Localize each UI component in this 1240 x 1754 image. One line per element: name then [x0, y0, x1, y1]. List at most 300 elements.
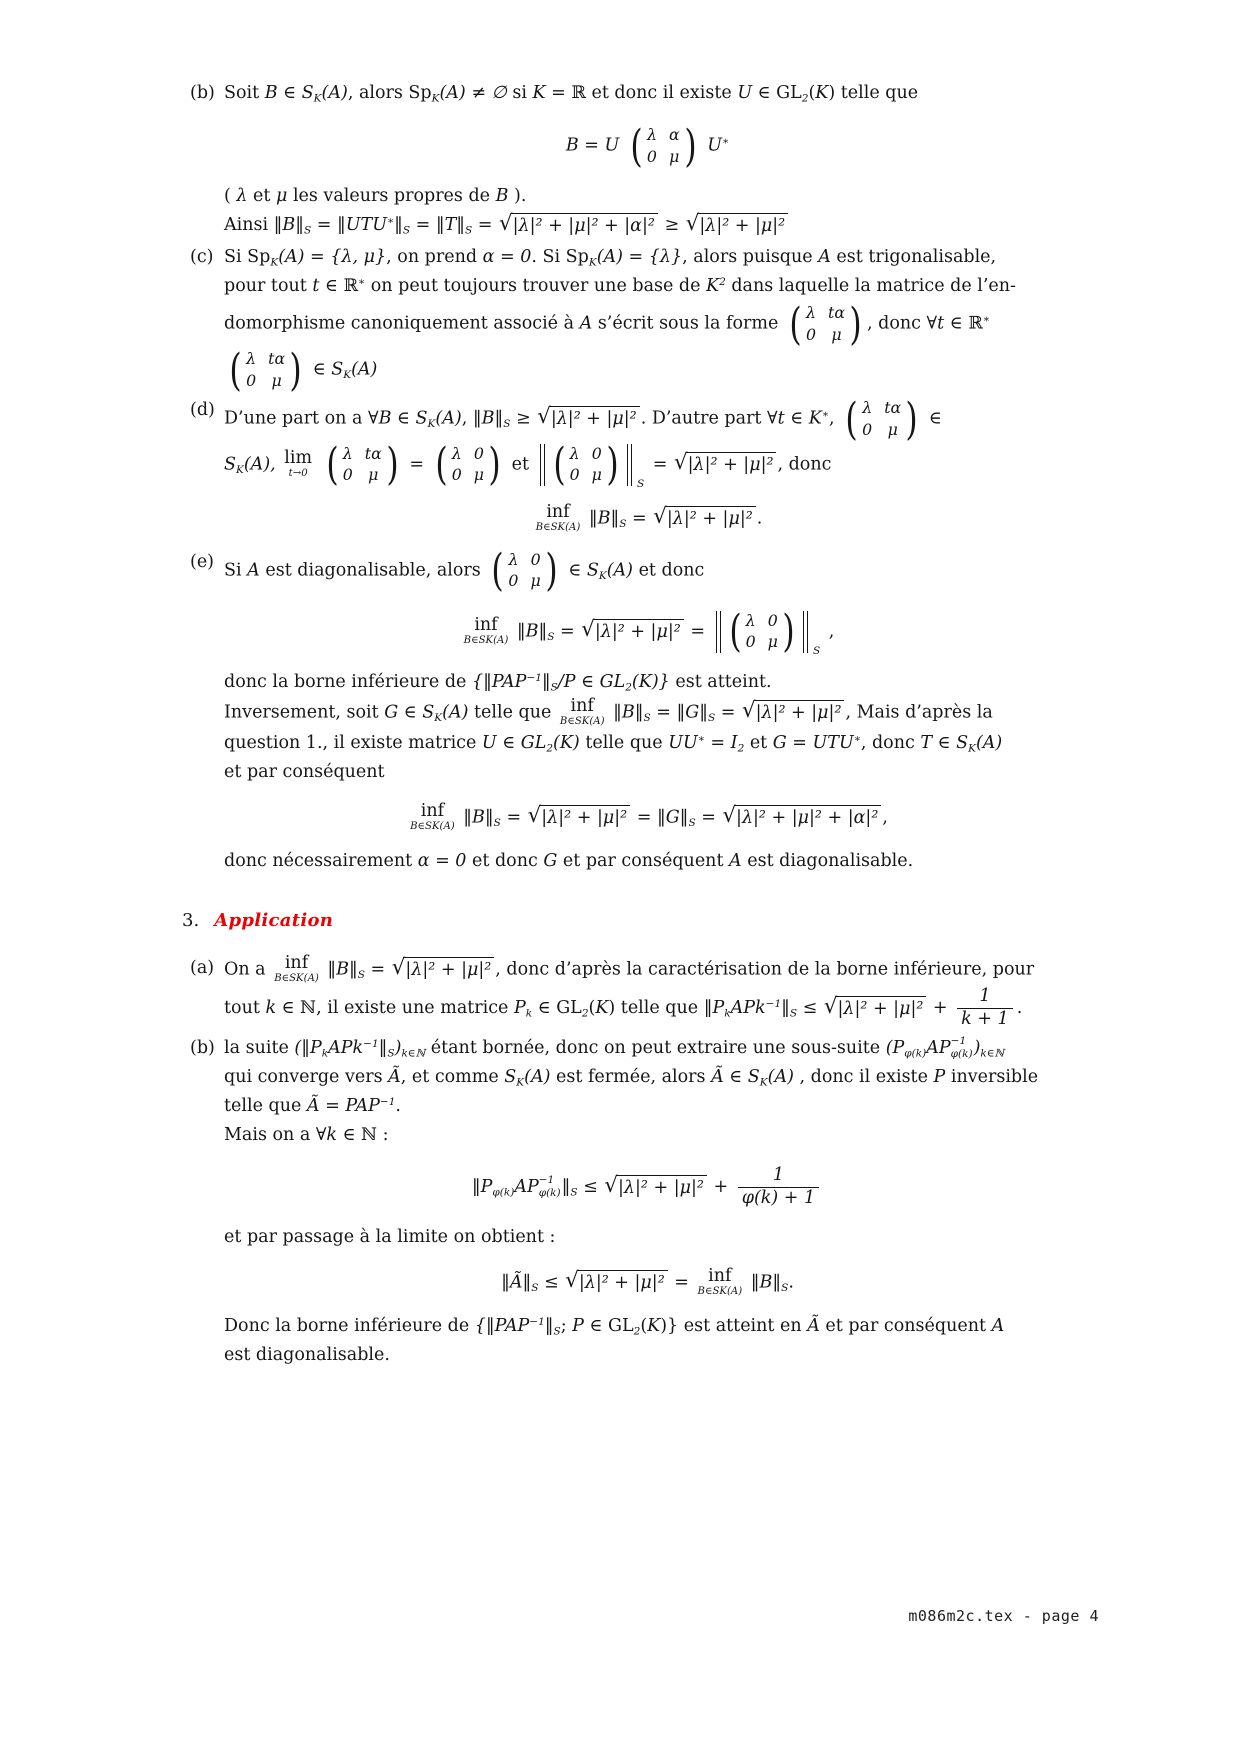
- math-text: ,: [882, 807, 888, 828]
- radicand: |λ|² + |μ|²: [549, 406, 640, 432]
- text-line: [224, 548, 1105, 594]
- text-line: [224, 1034, 1105, 1063]
- math-text: pour tout: [224, 276, 313, 297]
- subscript: K: [598, 570, 607, 583]
- math-text: Si: [224, 560, 248, 581]
- matrix-paren: [782, 614, 794, 649]
- math-text: ∈ GL: [532, 998, 582, 1019]
- math-var: (A) = {λ, μ}: [278, 247, 387, 268]
- math-var: ‖P: [471, 1176, 493, 1197]
- subscript: S: [550, 681, 558, 694]
- radicand: |λ|² + |μ|²: [754, 700, 845, 726]
- matrix-paren: [488, 447, 500, 482]
- superscript: −1: [526, 672, 542, 685]
- operator-name: inf: [546, 501, 570, 522]
- subscript: S: [619, 518, 627, 531]
- math-text: ) telle que: [828, 83, 919, 103]
- item-body: [224, 1034, 1105, 1150]
- math-text: .: [756, 508, 763, 529]
- math-text: , alors Sp: [347, 83, 432, 103]
- math-text: ∈ GL: [583, 1315, 634, 1336]
- subscript: K: [270, 256, 279, 269]
- math-var: ): [973, 1037, 981, 1058]
- matrix-cell: 0: [805, 324, 816, 344]
- math-var: ∀t: [926, 313, 945, 334]
- item-body: [224, 79, 1105, 108]
- matrix-2x2: [489, 548, 559, 594]
- superscript: ∗: [697, 733, 705, 746]
- operator-limit: B∈SK(A): [463, 635, 509, 647]
- item-label: (b): [190, 1037, 215, 1058]
- math-text: et: [506, 454, 535, 475]
- math-var: K: [808, 408, 822, 429]
- item-label: (d): [190, 400, 215, 421]
- radicand: |λ|² + |μ|² + |α|²: [511, 213, 658, 239]
- math-text: D’une part on a: [224, 408, 369, 429]
- matrix-2x2: [551, 442, 621, 488]
- norm-bar: [540, 444, 545, 486]
- math-text: = ℝ et donc il existe: [545, 83, 738, 103]
- matrix-cell: 0: [569, 465, 580, 485]
- superscript: ∗: [386, 215, 395, 228]
- norm-matrix: ( λ 0 0 μ ) S: [537, 442, 646, 488]
- matrix-paren: [630, 129, 642, 164]
- math-var: =: [668, 1272, 695, 1293]
- math-var: ∈: [923, 408, 942, 429]
- subscript: S: [503, 418, 511, 431]
- math-text: est diagonalisable.: [741, 851, 914, 872]
- math-var: A: [729, 851, 742, 872]
- matrix-2x2: [727, 609, 797, 655]
- math-text: inversible: [945, 1066, 1039, 1087]
- math-text: , donc d’après la caractérisation de la borne inférieure, pour: [495, 959, 1035, 980]
- math-var: (A): [321, 83, 348, 103]
- sqrt-expression: [604, 1175, 706, 1201]
- subscript: K: [516, 1076, 525, 1089]
- subscript: S: [570, 1186, 578, 1199]
- radicand: |λ|² + |μ|²: [697, 213, 788, 239]
- math-var: {‖PAP: [474, 1315, 530, 1336]
- subscript: φ(k): [538, 1187, 561, 1200]
- math-text: (: [224, 185, 237, 206]
- subscript: S: [387, 1047, 395, 1060]
- operator-limit: B∈SK(A): [697, 1286, 743, 1298]
- matrix-paren: [729, 614, 741, 649]
- matrix-cell: μ: [831, 324, 842, 344]
- subscript: K: [588, 256, 597, 269]
- math-var: (A) ≠ ∅: [439, 83, 507, 103]
- math-text: Ainsi: [224, 215, 274, 236]
- math-var: G: [543, 851, 558, 872]
- math-var: (‖P: [294, 1037, 322, 1058]
- subscript: S: [357, 969, 365, 982]
- superscript: −1: [765, 998, 782, 1011]
- math-text: est fermée, alors: [550, 1066, 712, 1087]
- numerator: 1: [979, 986, 991, 1007]
- math-var: B ∈ S: [264, 83, 314, 103]
- sqrt-expression: [537, 406, 639, 432]
- text-line: [472, 1165, 823, 1210]
- matrix-paren: [845, 402, 857, 437]
- math-var: A: [818, 247, 831, 268]
- math-var: B: [495, 185, 509, 206]
- math-text: tout: [224, 998, 266, 1019]
- superscript: ∗: [358, 276, 366, 289]
- math-var: G = UTU: [772, 733, 854, 753]
- math-var: P: [933, 1066, 946, 1087]
- math-var: = ‖G‖: [631, 807, 689, 828]
- math-text: si: [506, 83, 533, 103]
- matrix-cell: λ: [508, 550, 519, 569]
- subscript: K: [434, 712, 443, 725]
- matrix-paren: [386, 447, 398, 482]
- matrix-cell: tα: [364, 443, 382, 463]
- math-var: ‖B‖: [583, 508, 620, 529]
- math-text: telle que: [579, 733, 669, 753]
- text-line: [224, 1223, 1105, 1252]
- math-text: est atteint.: [669, 671, 772, 692]
- matrix-cells: [450, 442, 486, 488]
- matrix-cells: [506, 548, 542, 594]
- math-var: ∀k: [315, 1125, 338, 1146]
- matrix-2x2: [787, 301, 864, 347]
- math-var: ∈ S: [307, 359, 344, 380]
- superscript: −1: [950, 1034, 967, 1047]
- item-body: [224, 954, 1105, 1031]
- math-var: ≥: [510, 408, 537, 429]
- math-text: Inversement, soit: [224, 702, 385, 723]
- math-var: ∀t: [767, 408, 785, 429]
- underset-operator: [284, 449, 312, 481]
- math-var: A: [991, 1315, 1005, 1336]
- math-var: ∈ S: [562, 560, 599, 581]
- subscript: 2: [737, 742, 745, 755]
- math-var: ‖B‖: [273, 215, 305, 236]
- radicand: |λ|² + |μ|²: [835, 996, 926, 1022]
- display-formula: [190, 609, 1105, 655]
- numerator: 1: [772, 1165, 784, 1186]
- math-text: est diagonalisable, alors: [259, 560, 487, 581]
- superscript: −1: [538, 1173, 555, 1186]
- text-line: [224, 1121, 1105, 1150]
- section-heading: [182, 906, 1105, 936]
- math-var: ≤: [538, 1272, 565, 1293]
- fraction: [738, 1165, 819, 1210]
- page-footer: m086m2c.tex - page 4: [908, 1607, 1099, 1625]
- item-label: (e): [190, 552, 215, 572]
- underset-operator: [698, 1267, 743, 1299]
- text-line: [224, 79, 1105, 108]
- sqrt-expression: [686, 213, 788, 239]
- matrix-paren: [545, 553, 557, 588]
- item-label: (a): [190, 958, 215, 979]
- text-line: [224, 1092, 1105, 1121]
- text-line: [224, 758, 1105, 787]
- norm-bar: [716, 611, 721, 653]
- display-formula: [190, 123, 1105, 169]
- math-text: (: [640, 1315, 648, 1336]
- radicand: |λ|² + |μ|²: [665, 506, 756, 532]
- math-var: = I: [704, 733, 738, 753]
- solution-item: [190, 396, 1105, 488]
- sqrt-expression: [824, 996, 926, 1022]
- matrix-2x2: [324, 442, 401, 488]
- matrix-paren: [606, 447, 618, 482]
- math-text: ).: [508, 185, 527, 206]
- math-var: ‖P: [703, 998, 725, 1019]
- operator-limit: t→0: [288, 468, 308, 480]
- math-text: , et comme: [400, 1066, 505, 1087]
- display-formula: [190, 1165, 1105, 1210]
- math-var: A: [579, 313, 593, 334]
- superscript: 2: [719, 276, 726, 289]
- math-var: (A): [767, 1066, 794, 1087]
- matrix-cell: 0: [530, 550, 541, 569]
- math-var: =: [695, 807, 722, 828]
- radicand: |λ|² + |μ|²: [577, 1270, 668, 1296]
- math-text: , Mais d’après la: [845, 702, 993, 723]
- matrix-cells: [568, 442, 604, 488]
- solution-item: [190, 954, 1105, 1031]
- superscript: ∗: [721, 135, 730, 148]
- math-text: est trigonalisable,: [830, 247, 997, 268]
- math-text: et: [247, 185, 276, 206]
- math-text: et par conséquent: [224, 762, 385, 783]
- math-var: ≥: [658, 215, 685, 236]
- sqrt-expression: [742, 700, 844, 726]
- paragraph: [224, 1223, 1105, 1252]
- subscript: S: [531, 1282, 539, 1295]
- math-text: Soit: [224, 83, 265, 103]
- subscript: K: [236, 464, 244, 477]
- text-line: [224, 986, 1105, 1031]
- radicand: |λ|² + |μ|²: [539, 805, 630, 831]
- math-text: , donc: [860, 733, 921, 753]
- math-var: =: [715, 702, 741, 723]
- item-label: (c): [190, 247, 214, 268]
- math-var: Ã: [807, 1315, 820, 1336]
- sup-sub-stack: [539, 1174, 561, 1201]
- math-var: ‖B‖: [472, 408, 504, 429]
- math-var: APk: [328, 1037, 364, 1058]
- matrix-paren: [229, 353, 241, 388]
- matrix-cell: μ: [530, 571, 541, 591]
- operator-name: inf: [420, 801, 445, 822]
- text-line: [224, 1341, 1105, 1370]
- subscript: S: [547, 631, 555, 644]
- math-var: Ã: [388, 1066, 401, 1087]
- math-var: (A): [435, 408, 462, 429]
- display-formula: [190, 1267, 1105, 1299]
- math-text: telle que: [468, 702, 557, 723]
- math-var: (A): [442, 702, 469, 723]
- matrix-cell: μ: [767, 632, 778, 652]
- radicand: |λ|² + |μ|²: [403, 957, 494, 983]
- text-line: [224, 243, 1105, 272]
- solution-item: [190, 79, 1105, 108]
- superscript: −1: [529, 1316, 545, 1329]
- matrix-cells: [341, 442, 384, 488]
- subscript: φ(k): [950, 1048, 973, 1061]
- matrix-cell: μ: [887, 419, 898, 439]
- section-number: 3.: [182, 910, 200, 932]
- math-var: ≤: [797, 998, 823, 1019]
- math-var: Ã = PAP: [306, 1096, 380, 1117]
- text-line: [501, 1267, 794, 1299]
- radicand: |λ|² + |μ|²: [686, 452, 777, 478]
- matrix-cell: 0: [342, 465, 353, 485]
- underset-operator: [410, 802, 455, 834]
- matrix-paren: [789, 307, 801, 342]
- text-line: [224, 272, 1105, 301]
- matrix-cell: tα: [828, 303, 845, 323]
- sqrt-expression: [722, 805, 881, 831]
- math-text: et par passage à la limite on obtient :: [224, 1226, 556, 1247]
- norm-matrix: ( λ 0 0 μ ) S: [713, 609, 822, 655]
- matrix-cell: tα: [884, 398, 902, 418]
- operator-name: inf: [284, 953, 309, 974]
- math-var: A: [247, 560, 260, 581]
- math-var: α = 0: [482, 247, 532, 268]
- math-var: t: [312, 276, 320, 297]
- operator-name: lim: [284, 447, 313, 468]
- subscript: S: [465, 224, 473, 237]
- math-text: ) telle que: [608, 998, 704, 1019]
- math-var: S: [504, 1066, 517, 1087]
- math-text: et donc: [466, 851, 544, 872]
- math-var: (K): [553, 733, 580, 753]
- subscript: K: [313, 92, 322, 105]
- matrix-paren: [553, 447, 565, 482]
- math-text: les valeurs propres de: [287, 185, 496, 206]
- math-text: et par conséquent: [819, 1315, 992, 1336]
- subscript: S: [402, 224, 411, 237]
- solution-item: [190, 243, 1105, 393]
- text-line: [566, 123, 729, 169]
- subscript: S: [789, 1007, 798, 1020]
- math-var: α = 0: [417, 851, 467, 872]
- denominator: k + 1: [957, 1008, 1013, 1031]
- math-var: Ã ∈ S: [711, 1066, 760, 1087]
- text-line: [224, 182, 1105, 211]
- text-line: [461, 609, 835, 655]
- math-var: K: [532, 83, 546, 103]
- matrix-cell: 0: [646, 146, 657, 166]
- subscript: 2: [546, 742, 554, 755]
- sqrt-expression: [528, 805, 630, 831]
- text-line: [224, 301, 1105, 347]
- math-var: ≤: [577, 1176, 604, 1197]
- subscript: S: [304, 224, 312, 237]
- math-var: μ: [276, 185, 288, 206]
- math-text: , donc il existe: [793, 1066, 934, 1087]
- math-text: Si Sp: [224, 247, 271, 268]
- math-text: on peut toujours trouver une base de: [365, 276, 707, 297]
- underset-operator: [274, 954, 319, 986]
- math-var: = ‖G‖: [650, 702, 708, 723]
- subscript: S: [707, 712, 716, 725]
- math-var: ‖: [378, 1037, 388, 1058]
- math-var: ‖B‖: [457, 807, 494, 828]
- math-text: et par conséquent: [557, 851, 730, 872]
- item-body: [224, 548, 1105, 594]
- math-var: (A) = {λ}: [596, 247, 683, 268]
- text-line: [224, 697, 1105, 729]
- math-text: . D’autre part: [640, 408, 768, 429]
- math-text: et: [744, 733, 773, 753]
- math-var: =: [626, 508, 653, 529]
- matrix-paren: [492, 553, 504, 588]
- item-body: [224, 243, 1105, 393]
- math-var: K: [647, 1315, 661, 1336]
- text-line: [224, 729, 1105, 758]
- math-var: ‖: [394, 215, 403, 236]
- math-text: telle que: [224, 1096, 307, 1117]
- math-var: U ∈ GL: [481, 733, 547, 753]
- math-var: =: [472, 215, 499, 236]
- math-text: .: [788, 1272, 794, 1293]
- math-var: =: [403, 454, 430, 475]
- math-var: ‖: [541, 671, 551, 692]
- math-var: ‖B‖: [607, 702, 644, 723]
- math-var: =: [500, 807, 527, 828]
- math-text: étant bornée, donc on peut extraire une sous-suite: [425, 1037, 886, 1058]
- operator-limit: B∈SK(A): [559, 716, 605, 728]
- text-line: [224, 347, 1105, 393]
- math-var: =: [684, 621, 711, 642]
- operator-limit: B∈SK(A): [274, 973, 319, 985]
- math-var: T ∈ S: [920, 733, 969, 753]
- matrix-paren: [684, 129, 696, 164]
- math-var: (A): [351, 359, 378, 380]
- math-var: K: [815, 83, 829, 103]
- item-label: (b): [190, 83, 215, 103]
- matrix-cell: μ: [473, 465, 484, 485]
- text-line: [407, 802, 888, 834]
- sqrt-expression: [499, 213, 658, 239]
- subscript: K: [343, 369, 352, 382]
- text-line: [224, 954, 1105, 986]
- math-text: question 1., il existe matrice: [224, 733, 482, 753]
- math-text: Mais on a: [224, 1125, 316, 1146]
- math-text: Donc la borne inférieure de: [224, 1315, 475, 1336]
- math-var: =: [554, 621, 581, 642]
- math-var: AP: [926, 1037, 951, 1058]
- subscript: k∈ℕ: [980, 1047, 1005, 1060]
- math-text: ,: [461, 408, 473, 429]
- math-var: k: [265, 998, 277, 1019]
- sqrt-expression: [392, 957, 494, 983]
- math-text: ∈: [784, 408, 809, 429]
- superscript: −1: [363, 1038, 379, 1051]
- matrix-cell: α: [668, 125, 680, 145]
- underset-operator: [560, 697, 605, 729]
- math-var: U: [737, 83, 753, 103]
- superscript: ∗: [821, 408, 829, 421]
- matrix-cell: λ: [745, 610, 756, 630]
- matrix-paren: [326, 447, 338, 482]
- matrix-cell: 0: [473, 443, 484, 463]
- math-var: (A),: [243, 454, 282, 475]
- matrix-paren: [435, 447, 447, 482]
- text-line: [224, 396, 1105, 442]
- math-text: , donc: [777, 454, 832, 475]
- math-var: ‖: [781, 998, 790, 1019]
- math-text: ∈ ℝ: [319, 276, 359, 297]
- math-text: ∈ GL: [752, 83, 802, 103]
- math-text: . Si Sp: [531, 247, 589, 268]
- subscript: 2: [633, 1325, 641, 1338]
